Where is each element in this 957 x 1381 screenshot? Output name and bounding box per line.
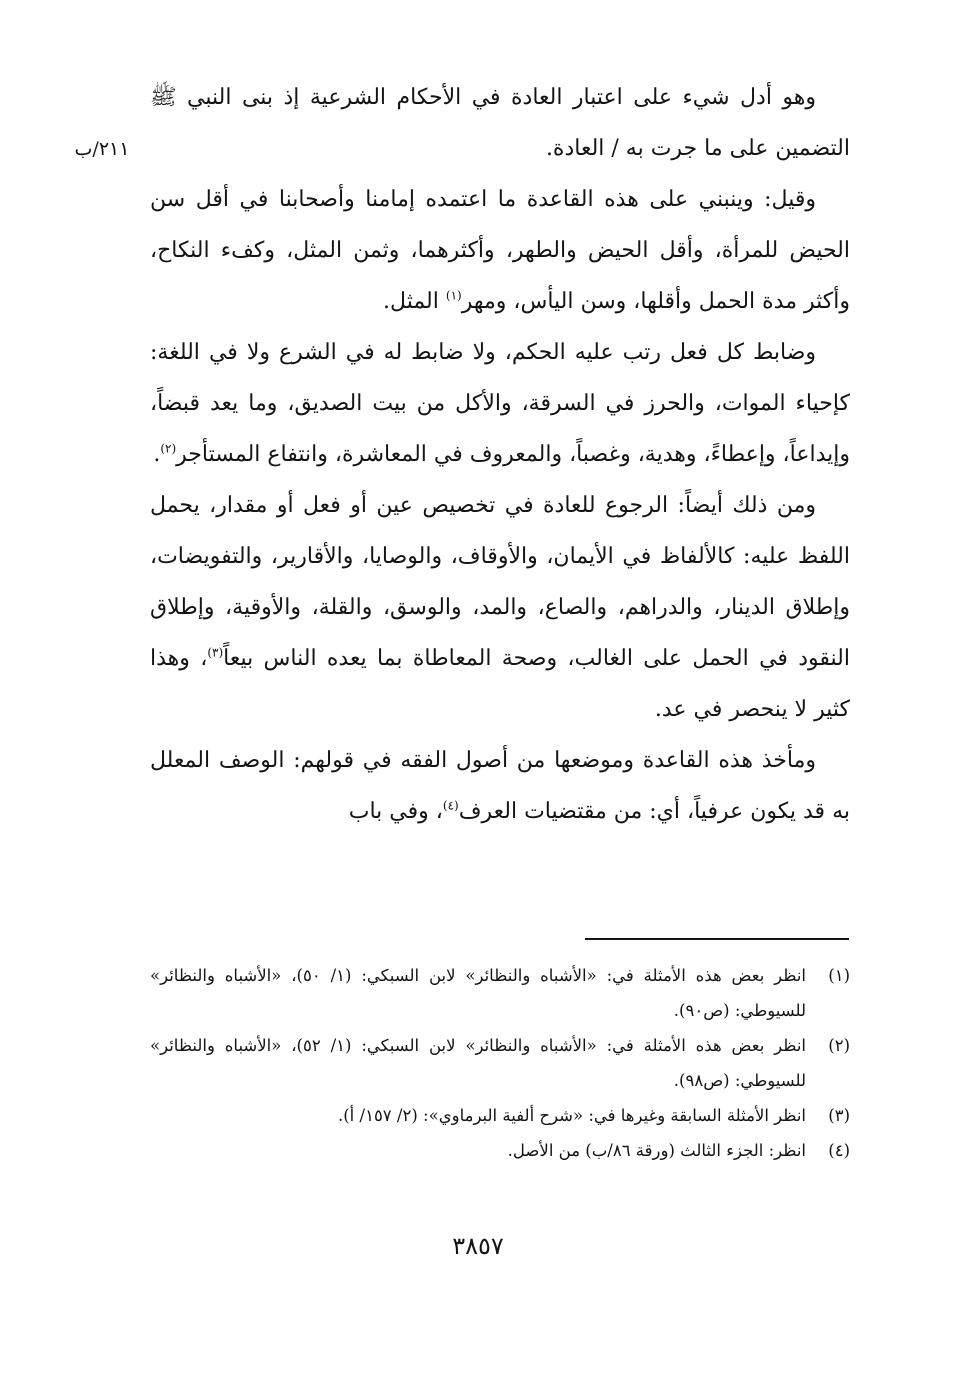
paragraph-2-tail: المثل. <box>383 289 446 314</box>
footnote-ref-4: (٤) <box>442 798 459 813</box>
paragraph-5-text: ومأخذ هذه القاعدة وموضعها من أصول الفقه في قولهم: الوصف المعلل به قد يكون عرفياً، أي: من مقتضيات العرف <box>150 748 850 824</box>
paragraph-2-text: وقيل: وينبني على هذه القاعدة ما اعتمده إمامنا وأصحابنا في أقل سن الحيض للمرأة، وأقل الحيض والطهر، وأكثرهما، وثمن المثل، وكفء النكاح، وأكثر مدة الحمل وأقلها، وسن اليأس، ومهر <box>150 187 850 314</box>
footnotes-section <box>150 958 850 1168</box>
footnote-ref-3: (٣) <box>207 645 224 660</box>
footnote-number: (٤) <box>828 1141 850 1160</box>
paragraph-1 <box>150 72 850 174</box>
footnote-separator <box>585 938 849 940</box>
footnote-1 <box>150 958 850 1028</box>
paragraph-3 <box>150 327 850 480</box>
main-text-body <box>150 72 850 837</box>
page-number: ٣٨٥٧ <box>452 1232 504 1260</box>
footnote-ref-1: (١) <box>445 288 462 303</box>
footnote-2 <box>150 1028 850 1098</box>
footnote-text: انظر بعض هذه الأمثلة في: «الأشباه والنظائر» لابن السبكي: (١/ ٥٢)، «الأشباه والنظائر» للسيوطي: (ص٩٨). <box>150 1036 806 1090</box>
paragraph-3-tail: . <box>153 442 161 467</box>
paragraph-4 <box>150 480 850 735</box>
paragraph-2 <box>150 174 850 327</box>
paragraph-4-tail: ، وهذا كثير لا ينحصر في عد. <box>150 646 850 722</box>
footnote-number: (٣) <box>828 1106 850 1125</box>
footnote-ref-2: (٢) <box>160 441 177 456</box>
footnote-4 <box>150 1133 850 1168</box>
footnote-number: (١) <box>828 966 850 985</box>
paragraph-5 <box>150 735 850 837</box>
paragraph-3-text: وضابط كل فعل رتب عليه الحكم، ولا ضابط له في الشرع ولا في اللغة: كإحياء الموات، والحرز في السرقة، والأكل من بيت الصديق، وما يعد قبضاً، وإيداعاً، وإعطاءً، وهدية، وغصباً، والمعروف في المعاشرة، وانتفاع المستأجر <box>150 340 850 467</box>
footnote-text: انظر بعض هذه الأمثلة في: «الأشباه والنظائر» لابن السبكي: (١/ ٥٠)، «الأشباه والنظائر» للسيوطي: (ص٩٠). <box>150 966 806 1020</box>
paragraph-4-text: ومن ذلك أيضاً: الرجوع للعادة في تخصيص عين أو فعل أو مقدار، يحمل اللفظ عليه: كالألفاظ في الأيمان، والأوقاف، والوصايا، والأقارير، والتفويضات، وإطلاق الدينار، والدراهم، والصاع، والمد، والوسق، والقلة، والأوقية، وإطلاق النقود في الحمل على الغالب، وصحة المعاطاة بما يعده الناس بيعاً <box>150 493 850 671</box>
footnote-text: انظر: الجزء الثالث (ورقة ٨٦/ب) من الأصل. <box>507 1141 806 1160</box>
paragraph-5-tail: ، وفي باب <box>348 799 443 824</box>
footnote-number: (٢) <box>828 1036 850 1055</box>
footnote-3 <box>150 1098 850 1133</box>
paragraph-1-text: وهو أدل شيء على اعتبار العادة في الأحكام الشرعية إذ بنى النبي ﷺ التضمين على ما جرت به / العادة. <box>150 85 850 161</box>
footnote-text: انظر الأمثلة السابقة وغيرها في: «شرح ألفية البرماوي»: (٢/ ١٥٧/ أ). <box>338 1106 806 1125</box>
margin-folio-note: ٢١١/ب <box>74 138 130 160</box>
